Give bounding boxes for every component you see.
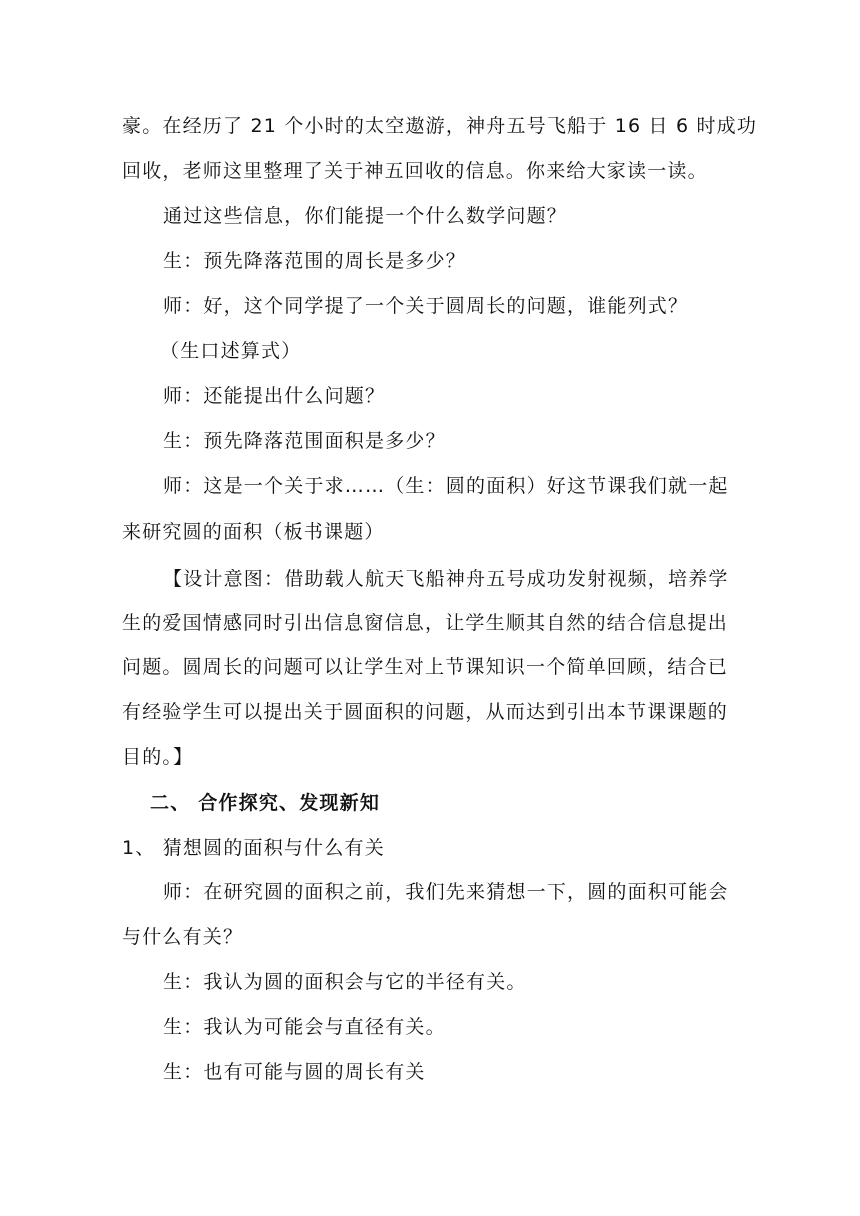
text-line-7: 师：还能提出什么问题？ [163, 385, 386, 407]
subsection-heading: 1、 猜想圆的面积与什么有关 [122, 837, 385, 859]
text-line-10: 来研究圆的面积（板书课题） [122, 521, 385, 543]
design-intent-line-2: 生的爱国情感同时引出信息窗信息，让学生顺其自然的结合信息提出 [122, 612, 729, 634]
design-intent-line-5: 目的。】 [122, 746, 194, 768]
text-line-20: 生：我认为圆的面积会与它的半径有关。 [163, 971, 527, 993]
text-line-1: 豪。在经历了 21 个小时的太空遨游，神舟五号飞船于 16 日 6 时成功 [122, 115, 758, 137]
text-line-3: 通过这些信息，你们能提一个什么数学问题？ [163, 205, 568, 227]
text-line-18: 师：在研究圆的面积之前，我们先来猜想一下，圆的面积可能会 [163, 881, 729, 903]
text-line-4: 生：预先降落范围的周长是多少？ [163, 250, 467, 272]
text-line-21: 生：我认为可能会与直径有关。 [163, 1016, 446, 1038]
text-line-8: 生：预先降落范围面积是多少？ [163, 430, 446, 452]
text-line-2: 回收，老师这里整理了关于神五回收的信息。你来给大家读一读。 [122, 160, 708, 182]
design-intent-line-4: 有经验学生可以提出关于圆面积的问题，从而达到引出本节课课题的 [122, 701, 729, 723]
text-line-19: 与什么有关？ [122, 926, 244, 948]
section-heading: 二、 合作探究、发现新知 [150, 792, 381, 814]
text-line-5: 师：好，这个同学提了一个关于圆周长的问题，谁能列式？ [163, 295, 689, 317]
design-intent-line-3: 问题。圆周长的问题可以让学生对上节课知识一个简单回顾，结合已 [122, 656, 729, 678]
design-intent-line-1: 【设计意图：借助载人航天飞船神舟五号成功发射视频，培养学 [163, 568, 729, 590]
text-line-22: 生：也有可能与圆的周长有关 [163, 1061, 426, 1083]
text-line-9: 师：这是一个关于求……（生：圆的面积）好这节课我们就一起 [163, 475, 729, 497]
text-line-6: （生口述算式） [160, 340, 302, 362]
